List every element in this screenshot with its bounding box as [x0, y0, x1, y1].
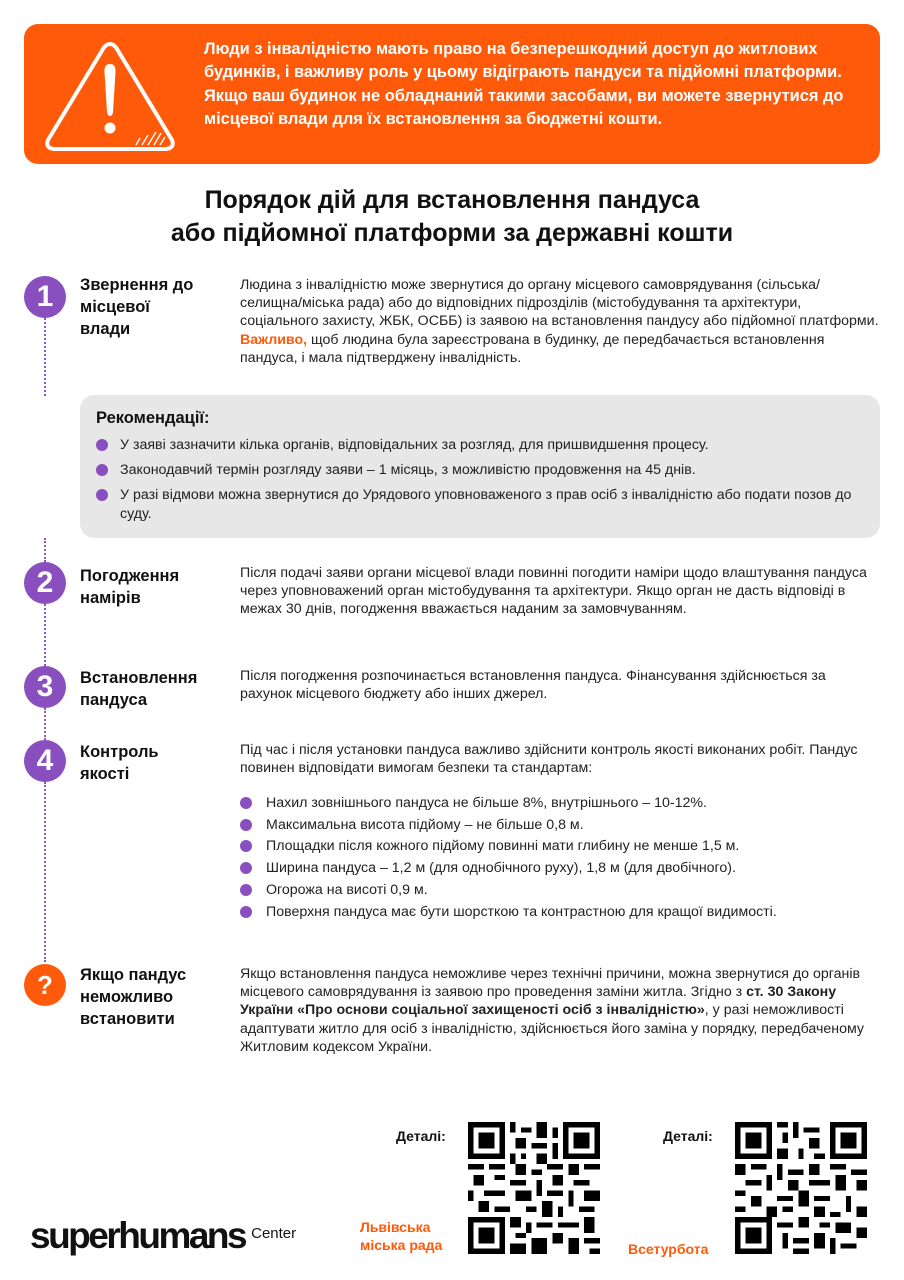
bullet-dot-icon — [240, 862, 252, 874]
step-4-body: Під час і після установки пандуса важливо здійснити контроль якості виконаних робіт. Пандус повинен відповідати вимогам безпеки та стандартам: — [240, 742, 858, 777]
details-label-2: Деталі: — [663, 1128, 713, 1144]
requirement-item: Поверхня пандуса має бути шорсткою та контрастною для кращої видимості. — [240, 903, 890, 921]
step-3-title: Встановлення пандуса — [80, 669, 198, 709]
step-5-title: Якщо пандус неможливо встановити — [80, 966, 187, 1028]
step-2-title: Погодження намірів — [80, 567, 180, 607]
org-label-vseturbota: Всетурбота — [628, 1241, 709, 1257]
bullet-dot-icon — [96, 489, 108, 501]
title-line-1: Порядок дій для встановлення пандуса — [204, 186, 700, 214]
recommendations-box — [80, 395, 880, 538]
step-3-body: Після погодження розпочинається встановлення пандуса. Фінансування здійснюється за рахунок місцевого бюджету або інших джерел. — [240, 668, 826, 703]
details-label-1: Деталі: — [396, 1128, 446, 1144]
timeline-connector — [44, 708, 46, 740]
step-5-body: Якщо встановлення пандуса неможливе через технічні причини, можна звернутися до органів місцевого самоврядування із заявою про проведення заміни житла. Згідно з ст. 30 Закону України «Про основи соціальної захищеності осіб з інвалідністю», у разі неможливості адаптувати житло для осіб з інвалідністю, здійснюється його заміна у порядку, передбаченому Житловим кодексом України. — [240, 966, 864, 1055]
step-1-badge: 1 — [24, 276, 66, 318]
important-highlight: Важливо, — [240, 331, 308, 348]
page-title — [0, 184, 904, 250]
recommendation-item: Законодавчий термін розгляду заяви – 1 місяць, з можливістю продовження на 45 днів. — [96, 461, 864, 479]
step-4-title: Контроль якості — [80, 743, 159, 783]
requirement-item: Площадки після кожного підйому повинні мати глибину не менше 1,5 м. — [240, 837, 890, 855]
recommendation-item: У разі відмови можна звернутися до Урядового уповноваженого з прав осіб з інвалідністю або подати позов до суду. — [96, 486, 864, 522]
law-reference: ст. 30 Закону України «Про основи соціальної захищеності осіб з інвалідністю» — [240, 984, 837, 1019]
requirement-item: Максимальна висота підйому – не більше 0,8 м. — [240, 816, 890, 834]
recommendations-title: Рекомендації: — [96, 409, 210, 427]
timeline-connector — [44, 604, 46, 666]
org-label-lviv: Львівська міська рада — [360, 1219, 443, 1253]
superhumans-logo: superhumans $^{Center}$ — [30, 1215, 297, 1256]
question-badge-icon: ? — [24, 964, 66, 1006]
recommendation-item: У заяві зазначити кілька органів, відповідальних за розгляд, для пришвидшення процесу. — [96, 436, 864, 454]
timeline-connector — [44, 318, 46, 396]
timeline-connector — [44, 782, 46, 962]
bullet-dot-icon — [240, 819, 252, 831]
requirement-item: Нахил зовнішнього пандуса не більше 8%, внутрішнього – 10-12%. — [240, 794, 890, 812]
step-4-badge: 4 — [24, 740, 66, 782]
qr-code-lviv[interactable] — [468, 1122, 600, 1254]
bullet-dot-icon — [240, 906, 252, 918]
step-1-body: Людина з інвалідністю може звернутися до органу місцевого самоврядування (сільська/селищна/міська рада) або до відповідних підрозділів (містобудування та архітектури, соціального захисту, ЖБК, ОСББ) із заявою на встановлення пандусу або підйомної платформи. Важливо, щоб людина була зареєстрована в будинку, де передбачається встановлення пандуса, і мала підтверджену інвалідність. — [240, 277, 879, 366]
bullet-dot-icon — [240, 797, 252, 809]
requirement-item: Ширина пандуса – 1,2 м (для однобічного руху), 1,8 м (для двобічного). — [240, 859, 890, 877]
bullet-dot-icon — [96, 464, 108, 476]
step-1-title: Звернення до місцевої влади — [80, 276, 194, 338]
timeline-connector — [44, 538, 46, 562]
requirement-item: Огорожа на висоті 0,9 м. — [240, 881, 890, 899]
title-line-2: або підйомної платформи за державні кошти — [170, 219, 734, 247]
quality-requirements-list — [240, 794, 890, 924]
step-2-body: Після подачі заяви органи місцевої влади повинні погодити наміри щодо влаштування пандуса через уповноважений орган містобудування та архітектури. Якщо орган не дасть відповіді в межах 30 днів, погодження вважається наданим за замовчуванням. — [240, 565, 867, 618]
warning-banner — [24, 24, 880, 164]
warning-triangle-icon — [40, 36, 180, 156]
banner-text: Люди з інвалідністю мають право на безперешкодний доступ до житлових будинків, і важливу роль у цьому відіграють пандуси та підйомні платформи. Якщо ваш будинок не обладнаний такими засобами, ви можете звернутися до місцевої влади для їх встановлення за бюджетні кошти. — [204, 40, 844, 129]
bullet-dot-icon — [240, 884, 252, 896]
step-3-badge: 3 — [24, 666, 66, 708]
step-2-badge: 2 — [24, 562, 66, 604]
bullet-dot-icon — [96, 439, 108, 451]
qr-code-vseturbota[interactable] — [735, 1122, 867, 1254]
bullet-dot-icon — [240, 840, 252, 852]
